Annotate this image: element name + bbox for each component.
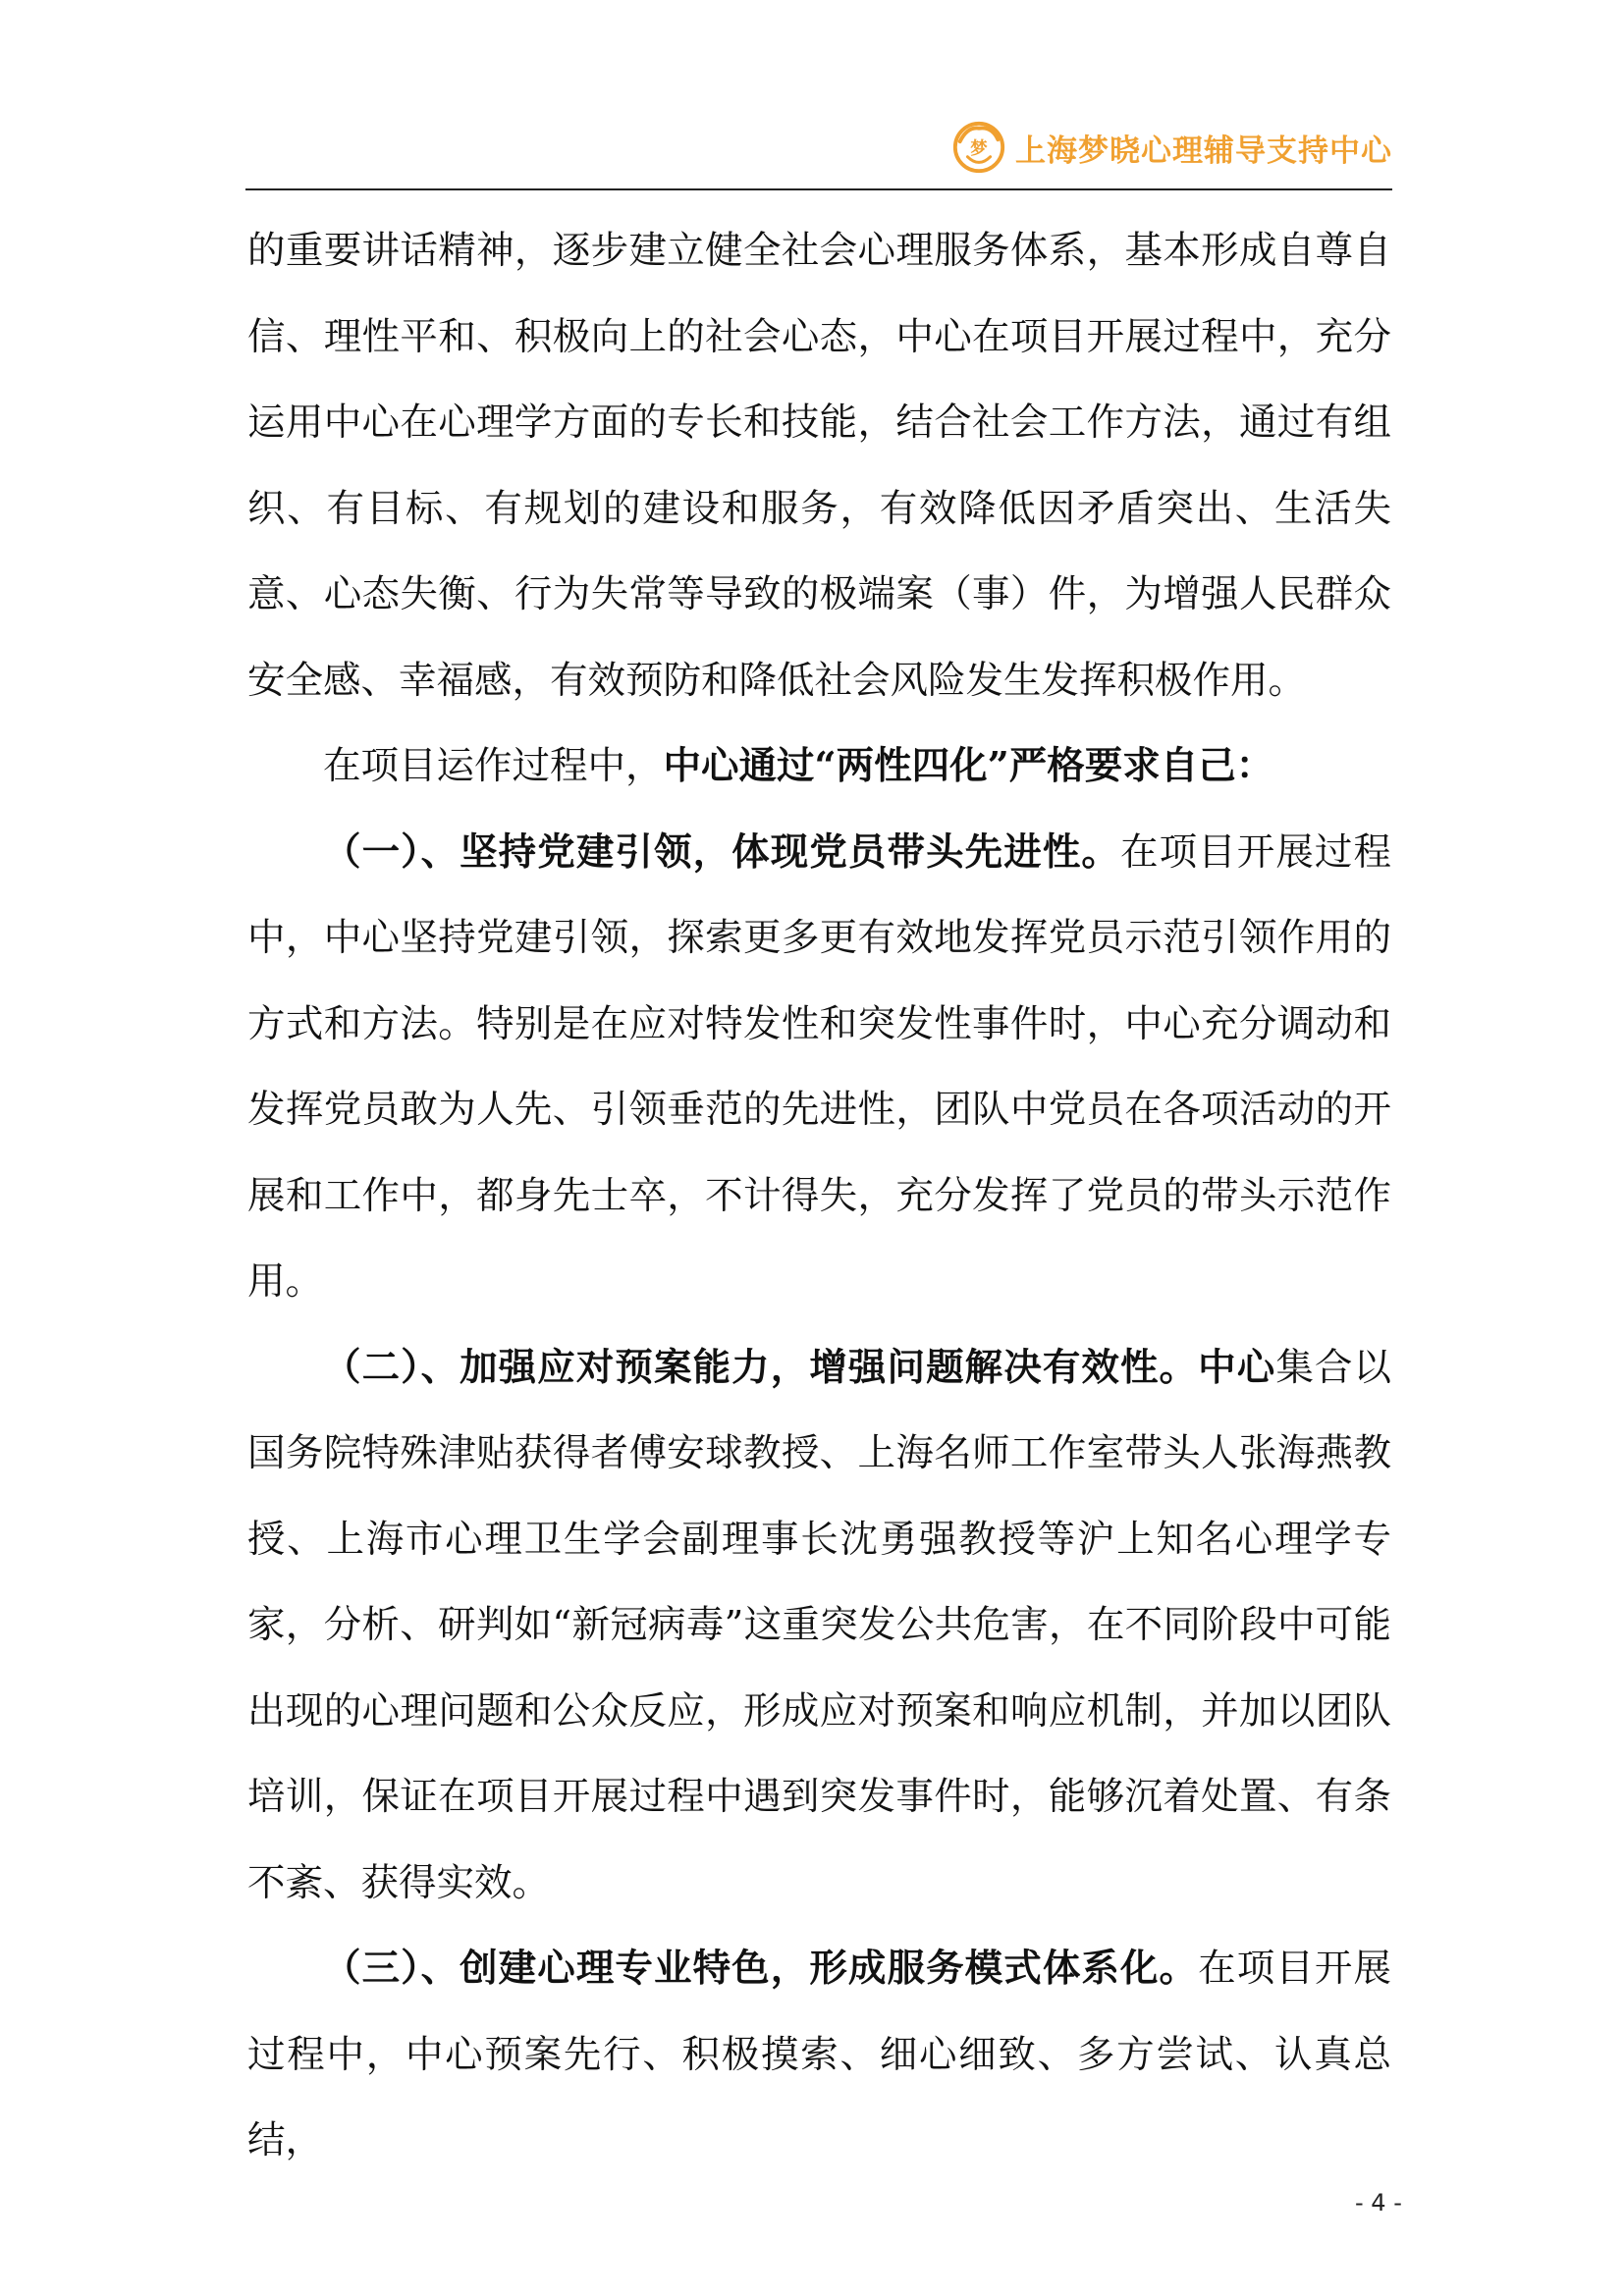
paragraph-5 [247, 1926, 1391, 2184]
section-1-text: 在项目开展过程中，中心坚持党建引领，探索更多更有效地发挥党员示范引领作用的方式和方法。特别是在应对特发性和突发性事件时，中心充分调动和发挥党员敢为人先、引领垂范的先进性，团队中党员在各项活动的开展和工作中，都身先士卒，不计得失，充分发挥了党员的带头示范作用。 [247, 829, 1391, 1304]
paragraph-3 [247, 810, 1391, 1325]
paragraph-2 [247, 723, 1391, 810]
header-divider [245, 188, 1392, 190]
dream-face-logo-icon [950, 119, 1007, 176]
section-3-text: 在项目开展过程中，中心预案先行、积极摸索、细心细致、多方尝试、认真总结， [247, 1947, 1391, 2163]
paragraph-4 [247, 1325, 1391, 1927]
section-3-heading: （三）、创建心理专业特色，形成服务模式体系化。 [323, 1947, 1199, 1991]
section-2-text: 集合以国务院特殊津贴获得者傅安球教授、上海名师工作室带头人张海燕教授、上海市心理卫生学会副理事长沈勇强教授等沪上知名心理学专家，分析、研判如“新冠病毒”这重突发公共危害，在不同阶段中可能出现的心理问题和公众反应，形成应对预案和响应机制，并加以团队培训，保证在项目开展过程中遇到突发事件时，能够沉着处置、有条不紊、获得实效。 [247, 1345, 1391, 1905]
paragraph-2-emphasis: 中心通过“两性四化”严格要求自己： [663, 744, 1274, 788]
section-1-heading: （一）、坚持党建引领，体现党员带头先进性。 [323, 829, 1120, 875]
org-logo [950, 106, 1392, 188]
page-number: - 4 - [1355, 2189, 1402, 2216]
paragraph-1: 的重要讲话精神，逐步建立健全社会心理服务体系，基本形成自尊自信、理性平和、积极向上的社会心态，中心在项目开展过程中，充分运用中心在心理学方面的专长和技能，结合社会工作方法，通过有组织、有目标、有规划的建设和服务，有效降低因矛盾突出、生活失意、心态失衡、行为失常等导致的极端案（事）件，为增强人民群众安全感、幸福感，有效预防和降低社会风险发生发挥积极作用。 [247, 229, 1391, 703]
section-2-heading: （二）、加强应对预案能力，增强问题解决有效性。中心 [323, 1345, 1276, 1390]
org-name: 上海梦晓心理辅导支持中心 [1015, 133, 1392, 169]
logo-glyph: 梦 [970, 138, 988, 159]
document-body [247, 208, 1391, 2184]
page-header [245, 106, 1392, 188]
paragraph-2-text: 在项目运作过程中， [323, 744, 664, 788]
